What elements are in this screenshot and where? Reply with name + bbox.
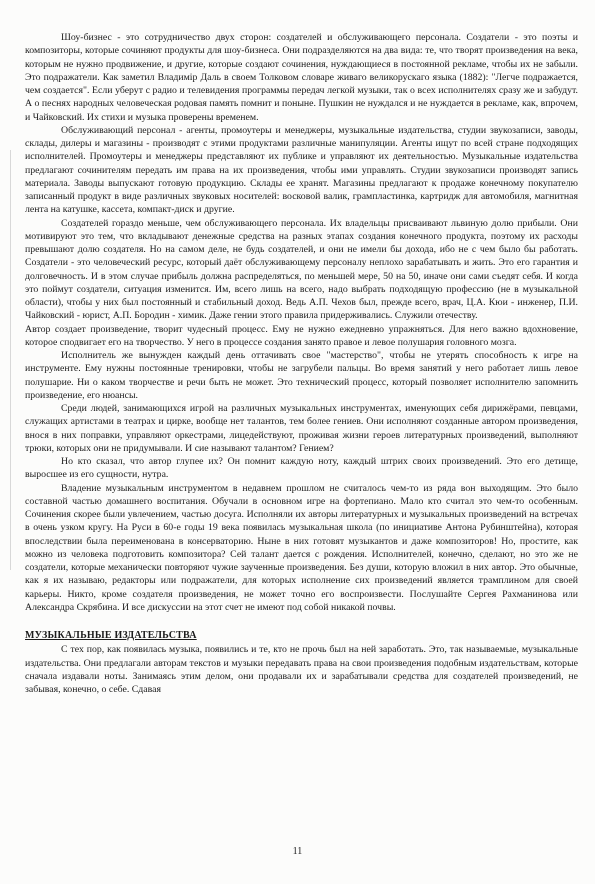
paragraph: С тех пор, как появилась музыка, появились и те, кто не прочь был на ней заработать. Это, так называемые, музыкальные издательства. Они предлагали авторам текстов и музыки передавать права на свои произведения подобным издательствам, которые сначала издавали ноты. Занимаясь этим делом, они продавали их и зарабатывали средства для создателей произведений, не забывая, конечно, о себе. Сдавая <box>25 644 578 695</box>
paragraph: Среди людей, занимающихся игрой на различных музыкальных инструментах, именующих себя дирижёрами, певцами, служащих артистами в театрах и цирке, вообще нет талантов, тем более гениев. Они исполняют созданные автором произведения, внося в них поправки, управляют оркестрами, лицедействуют, проживая жизни героев литературных произведений, выполняют трюки, которых они не придумывали. И сие называют талантом? Гением? <box>25 403 578 454</box>
paragraph: Шоу-бизнес - это сотрудничество двух сторон: создателей и обслуживающего персонала. Создатели - это поэты и композиторы, которые сочиняют продукты для шоу-бизнеса. Они подразделяются на два вида: те, что творят произведения на века, которым не нужно продвижение, и другие, которые создают сочинения, нуждающиеся в постоянной рекламе, чтобы их не забыли. Это подражатели. Как заметил Владимiр Даль в своем Толковом словаре живаго великорускаго языка (1882): "Легче подражается, чем создается". Если уберут с радио и телевидения программы передач легкой музыки, так о всех исполнителях сразу же и забудут. А о песнях народных человеческая родовая память помнит и поныне. Пушкин не нуждался и не нуждается в рекламе, как, впрочем, и Чайковский. Их стихи и музыка проверены временем. <box>25 32 578 123</box>
paragraph: Но кто сказал, что автор глупее их? Он помнит каждую ноту, каждый штрих своих произведений. Это его детище, выросшее из его сущности, нутра. <box>25 456 578 481</box>
body-text <box>25 31 578 696</box>
scan-edge-line <box>10 150 11 570</box>
paragraph: Исполнитель же вынужден каждый день оттачивать свое "мастерство", чтобы не утерять способность к игре на инструменте. Ему нужны постоянные тренировки, чтобы не загрубели пальцы. Во время занятий у него работает лишь левое полушарие. Ни о каком творчестве и речи быть не может. Это технический процесс, который позволяет исполнителю запомнить произведение, его нюансы. <box>25 350 578 401</box>
paragraph: Владение музыкальным инструментом в недавнем прошлом не считалось чем-то из ряда вон выходящим. Это было составной частью домашнего воспитания. Обучали в основном игре на фортепиано. Мало кто считал это чем-то особенным. Сочинения скорее были увлечением, частью досуга. Исполняли их авторы литературных и музыкальных произведений на встречах в очень узком кругу. На Руси в 60-е годы 19 века появилась музыкальная школа (по инициативе Антона Рубинштейна), которая впоследствии была переименована в консерваторию. Ныне в них готовят музыкантов и даже композиторов! Но, простите, как можно из человека подготовить композитора? Сей талант дается с рождения. Исполнителей, конечно, сделают, но это же не создатели, которые механически повторяют чужие заученные произведения. Без души, которую вложил в них автор. Это обычные, как я их называю, редакторы или подражатели, для которых исполнение сих произведений является трамплином для своей карьеры. Никто, кроме создателя произведения, не может точно его воспроизвести. Послушайте Сергея Рахманинова или Александра Скрябина. И все дискуссии на этот счет не имеют под собой никакой почвы. <box>25 482 578 613</box>
paragraph: Обслуживающий персонал - агенты, промоутеры и менеджеры, музыкальные издательства, студии звукозаписи, заводы, склады, дилеры и магазины - производят с этими продуктами различные манипуляции. Агенты ищут по всей стране подходящих исполнителей. Промоутеры и менеджеры представляют их публике и управляют их деятельностью. Музыкальные издательства предлагают сочинителям передать им права на их произведения, чтобы ими управлять. Студии звукозаписи производят запись материала. Заводы выпускают готовую продукцию. Склады ее хранят. Магазины предлагают к продаже конечному покупателю записанный продукт в виде различных звуковых носителей: восковой валик, грампластинка, картридж для автомобиля, магнитная лента на катушке, кассета, компакт-диск и другие. <box>25 124 578 216</box>
paragraph: Автор создает произведение, творит чудесный процесс. Ему не нужно ежедневно упражняться. Для него важно вдохновение, которое сподвигает его на творчество. У него в процессе создания занято правое и левое полушария головного мозга. <box>25 323 578 348</box>
section-heading: МУЗЫКАЛЬНЫЕ ИЗДАТЕЛЬСТВА <box>25 630 197 641</box>
page-number: 11 <box>292 846 303 857</box>
paragraph: Создателей гораздо меньше, чем обслуживающего персонала. Их владельцы присваивают львиную долю прибыли. Они мотивируют это тем, что вкладывают денежные средства на разных этапах создания конечного продукта, поэтому их расходы превышают долю создателя. Но на самом деле, не будь создателей, и они не имели бы дохода, ибо не с чем было бы работать. Создатели - это человеческий ресурс, который даёт обслуживающему персоналу неплохо зарабатывать и жить. Это его гарантия и долговечность. И в этом случае прибыль должна распределяться, по меньшей мере, 50 на 50, иначе они сами съедят себя. И когда это поймут создатели, ситуация изменится. Им, всего лишь на всего, надо выбрать подходящую профессию (не в музыкальной области), чтобы у них был постоянный и стабильный доход. Ведь А.П. Чехов был, прежде всего, врач, Ц.А. Кюи - инженер, П.И. Чайковский - юрист, А.П. Бородин - химик. Даже гении этого правила придерживались. Служили отечеству. <box>25 217 578 322</box>
